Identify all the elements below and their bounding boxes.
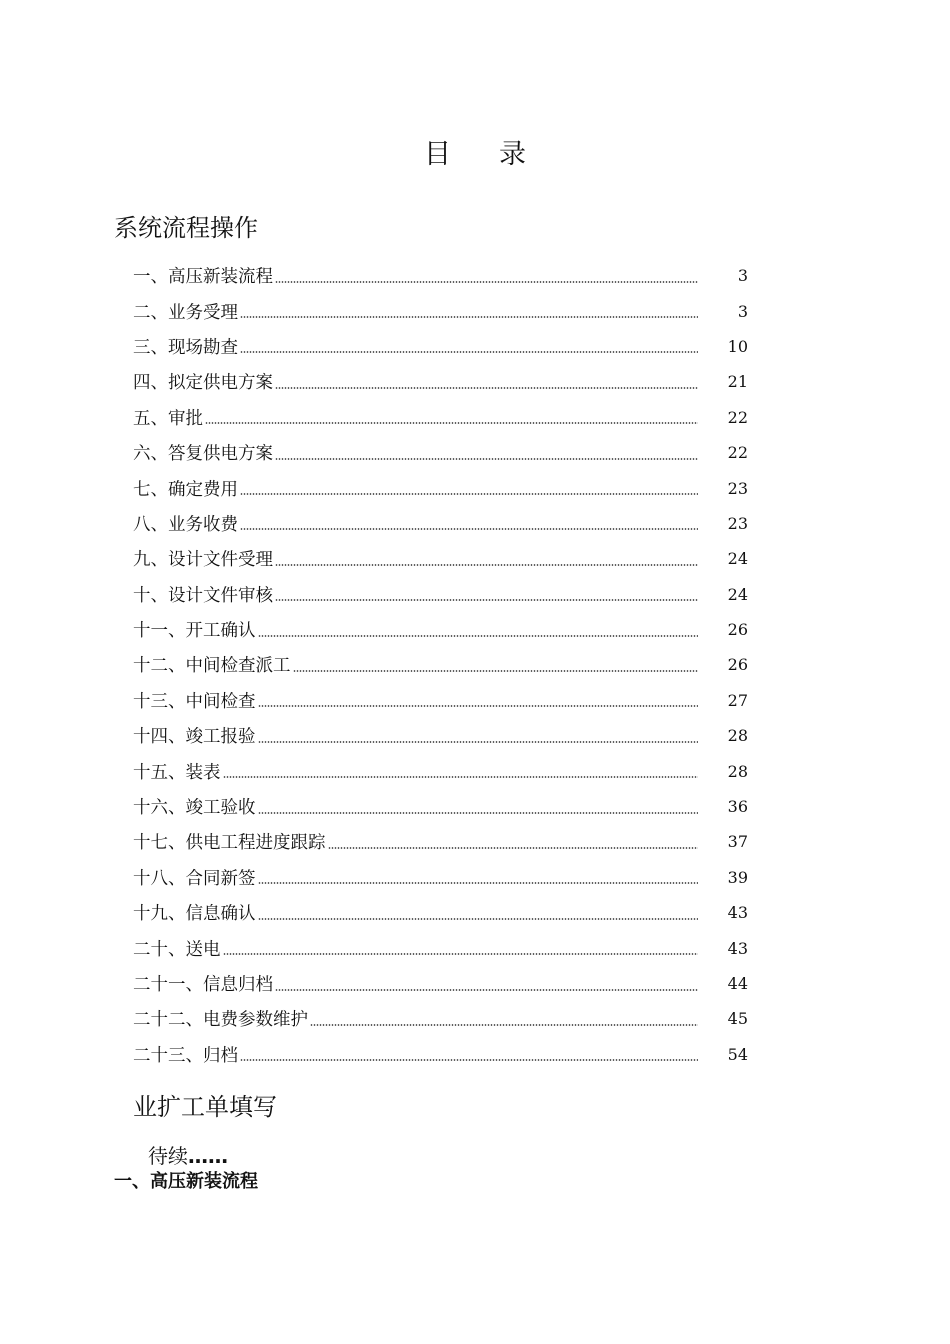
toc-entry-label: 九、设计文件受理 bbox=[133, 550, 273, 571]
toc-entry-label: 十四、竣工报验 bbox=[133, 727, 256, 748]
toc-dot-leader bbox=[258, 882, 699, 884]
toc-dot-leader bbox=[258, 741, 699, 743]
toc-entry-page: 36 bbox=[727, 797, 748, 817]
toc-entry[interactable] bbox=[133, 258, 748, 293]
toc-entry[interactable] bbox=[133, 789, 748, 824]
toc-entry-page: 23 bbox=[727, 478, 748, 498]
toc-dot-leader bbox=[258, 812, 699, 814]
toc-entry[interactable] bbox=[133, 930, 748, 965]
toc-dot-leader bbox=[258, 918, 699, 920]
toc-entry-page: 3 bbox=[737, 301, 748, 321]
toc-entry-label: 一、高压新装流程 bbox=[133, 267, 273, 288]
toc-dot-leader bbox=[223, 953, 699, 955]
toc-entry-page: 27 bbox=[727, 690, 748, 710]
toc-entry-label: 十七、供电工程进度跟踪 bbox=[133, 833, 326, 854]
toc-entry-page: 28 bbox=[727, 761, 748, 781]
toc-entry-label: 四、拟定供电方案 bbox=[133, 373, 273, 394]
toc-dot-leader bbox=[240, 351, 698, 353]
toc-entry[interactable] bbox=[133, 293, 748, 328]
toc-entry-page: 43 bbox=[727, 938, 748, 958]
toc-entry-page: 3 bbox=[737, 266, 748, 286]
toc-entry[interactable] bbox=[133, 895, 748, 930]
pending-text: 待续 bbox=[148, 1144, 188, 1168]
toc-dot-leader bbox=[275, 564, 698, 566]
toc-entry[interactable] bbox=[133, 577, 748, 612]
toc-entry-label: 十二、中间检查派工 bbox=[133, 656, 291, 677]
toc-entry[interactable] bbox=[133, 1037, 748, 1072]
toc-entry-page: 26 bbox=[727, 620, 748, 640]
toc-entry[interactable] bbox=[133, 435, 748, 470]
toc-dot-leader bbox=[275, 387, 698, 389]
toc-entry[interactable] bbox=[133, 1001, 748, 1036]
toc-entry-label: 三、现场勘查 bbox=[133, 337, 238, 358]
toc-entry-page: 43 bbox=[727, 903, 748, 923]
toc-dot-leader bbox=[223, 776, 699, 778]
toc-entry-label: 十八、合同新签 bbox=[133, 868, 256, 889]
sub-heading: 业扩工单填写 bbox=[133, 1093, 277, 1121]
bottom-heading: 一、高压新装流程 bbox=[114, 1171, 258, 1192]
toc-entry-label: 十五、装表 bbox=[133, 762, 221, 783]
toc-entry[interactable] bbox=[133, 753, 748, 788]
toc-entry[interactable] bbox=[133, 506, 748, 541]
toc-entry-label: 二十、送电 bbox=[133, 939, 221, 960]
toc-entry[interactable] bbox=[133, 400, 748, 435]
toc-dot-leader bbox=[240, 528, 698, 530]
toc-entry[interactable] bbox=[133, 470, 748, 505]
toc-dot-leader bbox=[240, 316, 698, 318]
toc-dot-leader bbox=[240, 1059, 698, 1061]
toc-entry-label: 二十二、电费参数维护 bbox=[133, 1010, 308, 1031]
toc-dot-leader bbox=[258, 635, 699, 637]
toc-entry[interactable] bbox=[133, 683, 748, 718]
toc-dot-leader bbox=[310, 1024, 698, 1026]
toc-entry-page: 39 bbox=[727, 867, 748, 887]
toc-entry-page: 24 bbox=[727, 584, 748, 604]
toc-entry-label: 十、设计文件审核 bbox=[133, 585, 273, 606]
toc-entry-page: 37 bbox=[727, 832, 748, 852]
table-of-contents bbox=[133, 258, 748, 1072]
toc-dot-leader bbox=[328, 847, 699, 849]
toc-entry-label: 二十一、信息归档 bbox=[133, 975, 273, 995]
toc-entry-page: 22 bbox=[727, 443, 748, 463]
toc-dot-leader bbox=[293, 670, 699, 672]
toc-entry-page: 26 bbox=[727, 655, 748, 675]
toc-entry-page: 54 bbox=[727, 1044, 748, 1064]
toc-entry-label: 五、审批 bbox=[133, 408, 203, 429]
toc-entry-page: 45 bbox=[727, 1009, 748, 1029]
toc-entry-label: 八、业务收费 bbox=[133, 514, 238, 535]
toc-entry[interactable] bbox=[133, 329, 748, 364]
toc-entry-page: 24 bbox=[727, 549, 748, 569]
toc-entry-page: 22 bbox=[727, 407, 748, 427]
toc-entry-label: 二十三、归档 bbox=[133, 1045, 238, 1066]
toc-entry-label: 十三、中间检查 bbox=[133, 691, 256, 712]
section-heading: 系统流程操作 bbox=[114, 214, 258, 242]
toc-dot-leader bbox=[275, 989, 698, 991]
toc-dot-leader bbox=[258, 705, 699, 707]
toc-entry[interactable] bbox=[133, 541, 748, 576]
toc-entry-page: 10 bbox=[727, 336, 748, 356]
pending-note bbox=[148, 1140, 228, 1169]
toc-entry[interactable] bbox=[133, 718, 748, 753]
toc-entry[interactable] bbox=[133, 647, 748, 682]
toc-entry[interactable] bbox=[133, 612, 748, 647]
toc-dot-leader bbox=[275, 458, 698, 460]
pending-ellipsis: …… bbox=[188, 1144, 228, 1168]
toc-entry-label: 十九、信息确认 bbox=[133, 904, 256, 925]
toc-entry-label: 二、业务受理 bbox=[133, 302, 238, 323]
toc-entry-page: 44 bbox=[727, 974, 748, 993]
toc-dot-leader bbox=[205, 422, 698, 424]
toc-entry[interactable] bbox=[133, 824, 748, 859]
toc-dot-leader bbox=[275, 599, 698, 601]
toc-entry[interactable] bbox=[133, 860, 748, 895]
toc-entry-page: 23 bbox=[727, 513, 748, 533]
page-title: 目录 bbox=[424, 139, 574, 170]
toc-entry-page: 28 bbox=[727, 726, 748, 746]
toc-entry[interactable] bbox=[133, 364, 748, 399]
toc-entry-label: 六、答复供电方案 bbox=[133, 444, 273, 465]
toc-dot-leader bbox=[240, 493, 698, 495]
toc-entry-label: 七、确定费用 bbox=[133, 479, 238, 500]
toc-entry[interactable] bbox=[133, 966, 748, 1001]
toc-entry-label: 十一、开工确认 bbox=[133, 621, 256, 642]
toc-entry-label: 十六、竣工验收 bbox=[133, 798, 256, 819]
toc-dot-leader bbox=[275, 281, 698, 283]
toc-entry-page: 21 bbox=[727, 372, 748, 392]
